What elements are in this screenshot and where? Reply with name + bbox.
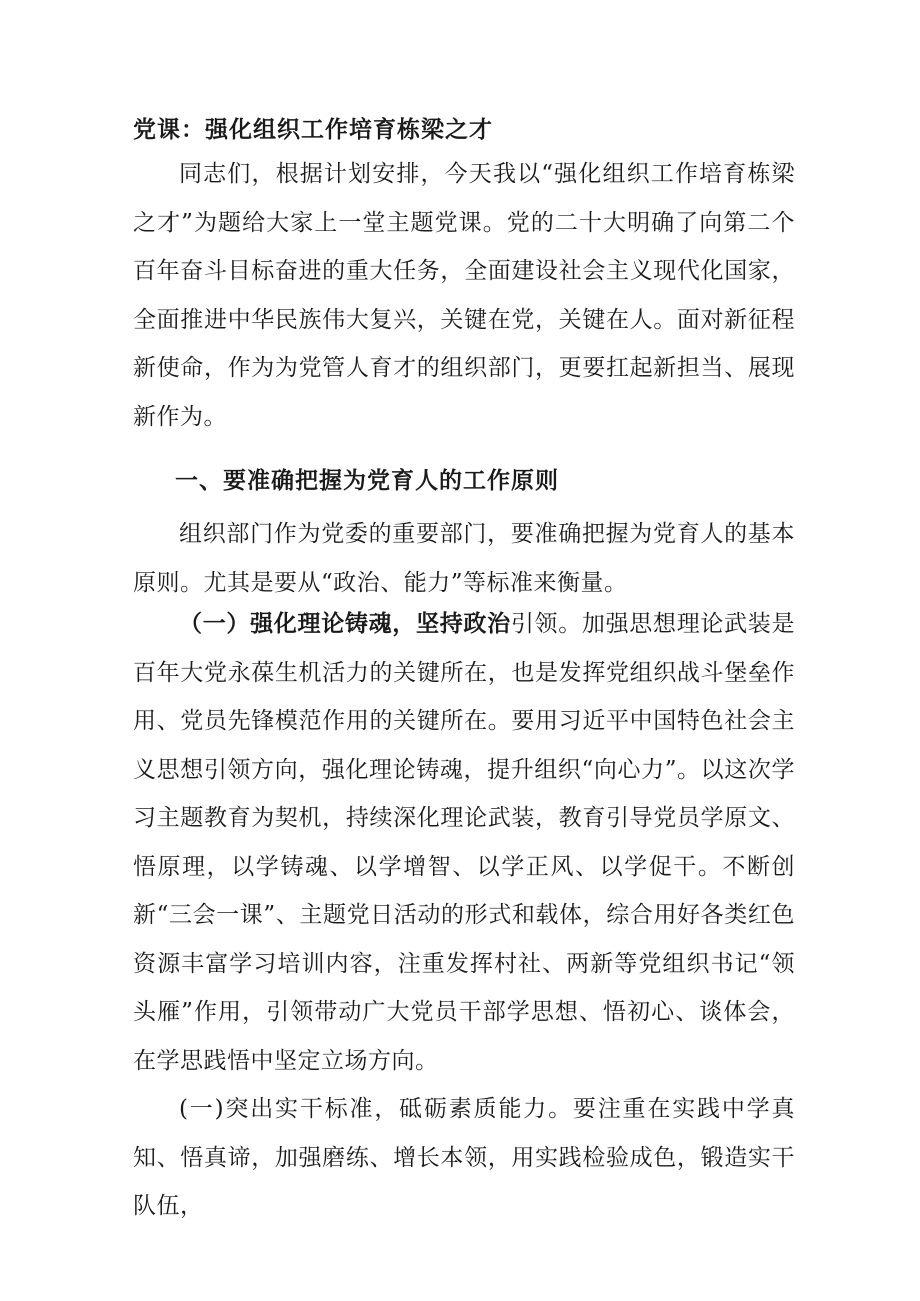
section-heading-1: 一、要准确把握为党育人的工作原则	[175, 467, 559, 494]
subsection1-body: 引领。加强思想理论武装是百年大党永葆生机活力的关键所在，也是发挥党组织战斗堡垒作用、党员先锋模范作用的关键所在。要用习近平中国特色社会主义思想引领方向，强化理论铸魂，提升组织“向心力”。以这次学习主题教育为契机，持续深化理论武装，教育引导党员学原文、悟原理，以学铸魂、以学增智、以学正风、以学促干。不断创新“三会一课”、主题党日活动的形式和载体，综合用好各类红色资源丰富学习培训内容，注重发挥村社、两新等党组织书记“领头雁”作用，引领带动广大党员干部学思想、悟初心、谈体会，在学思践悟中坚定立场方向。	[133, 611, 796, 1074]
intro-paragraph: 同志们，根据计划安排，今天我以“强化组织工作培育栋梁之才”为题给大家上一堂主题党课。党的二十大明确了向第二个百年奋斗目标奋进的重大任务，全面建设社会主义现代化国家，全面推进中华民族伟大复兴，关键在党，关键在人。面对新征程新使命，作为为党管人育才的组织部门，更要扛起新担当、展现新作为。	[133, 161, 795, 430]
subsection1-lead: （一）强化理论铸魂，坚持政治	[179, 610, 511, 637]
subsection2-paragraph: (一)突出实干标准，砥砺素质能力。要注重在实践中学真知、悟真谛，加强磨练、增长本领，用实践检验成色，锻造实干队伍，	[133, 1096, 795, 1219]
section1-paragraph: 组织部门作为党委的重要部门，要准确把握为党育人的基本原则。尤其是要从“政治、能力”等标准来衡量。	[133, 521, 795, 596]
document-title: 党课：强化组织工作培育栋梁之才	[133, 116, 493, 143]
subsection1-paragraph	[133, 600, 795, 1085]
